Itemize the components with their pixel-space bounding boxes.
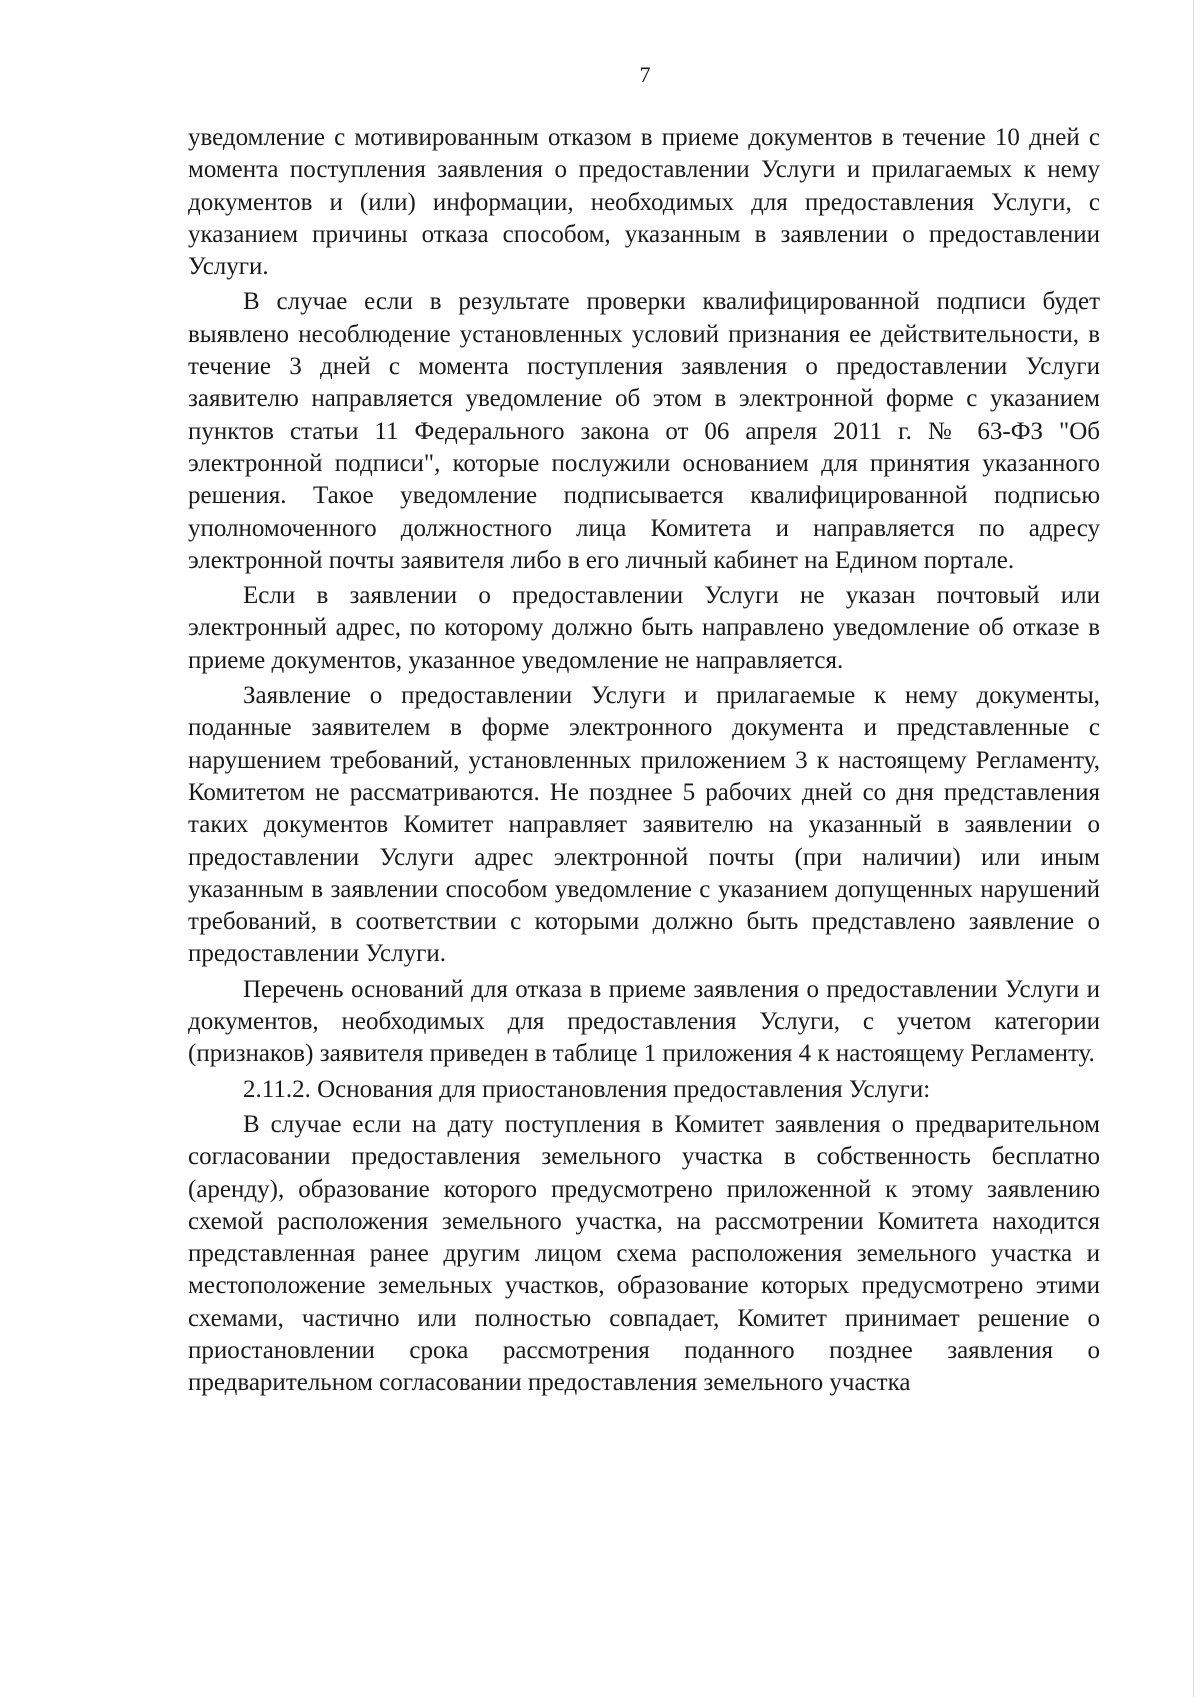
- paragraph-qualified-signature: В случае если в результате проверки квалифицированной подписи будет выявлено несоблюдение установленных условий признания ее действительности, в течение 3 дней с момента поступления заявления о предоставлении Услуги заявителю направляется уведомление об этом в электронной форме с указанием пунктов статьи 11 Федерального закона от 06 апреля 2011 г. № 63-ФЗ "Об электронной подписи", которые послужили основанием для принятия указанного решения. Такое уведомление подписывается квалифицированной подписью уполномоченного должностного лица Комитета и направляется по адресу электронной почты заявителя либо в его личный кабинет на Едином портале.: [188, 288, 1100, 574]
- paragraph-missing-address: Если в заявлении о предоставлении Услуги не указан почтовый или электронный адрес, по которому должно быть направлено уведомление об отказе в приеме документов, указанное уведомление не направляется.: [188, 582, 1100, 674]
- paragraph-electronic-document-violations: Заявление о предоставлении Услуги и прилагаемые к нему документы, поданные заявителем в форме электронного документа и представленные с нарушением требований, установленных приложением 3 к настоящему Регламенту, Комитетом не рассматриваются. Не позднее 5 рабочих дней со дня представления таких документов Комитет направляет заявителю на указанный в заявлении о предоставлении Услуги адрес электронной почты (при наличии) или иным указанным в заявлении способом уведомление с указанием допущенных нарушений требований, в соответствии с которыми должно быть представлено заявление о предоставлении Услуги.: [188, 682, 1100, 968]
- paragraph-continuation: уведомление с мотивированным отказом в приеме документов в течение 10 дней с момента поступления заявления о предоставлении Услуги и прилагаемых к нему документов и (или) информации, необходимых для предоставления Услуги, с указанием причины отказа способом, указанным в заявлении о предоставлении Услуги.: [188, 124, 1100, 281]
- paragraph-suspension-grounds: В случае если на дату поступления в Комитет заявления о предварительном согласовании предоставления земельного участка в собственность бесплатно (аренду), образование которого предусмотрено приложенной к этому заявлению схемой расположения земельного участка, на рассмотрении Комитета находится представленная ранее другим лицом схема расположения земельного участка и местоположение земельных участков, образование которых предусмотрено этими схемами, частично или полностью совпадает, Комитет принимает решение о приостановлении срока рассмотрения поданного позднее заявления о предварительном согласовании предоставления земельного участка: [188, 1110, 1100, 1397]
- document-body: [188, 122, 1100, 1403]
- page-number: 7: [639, 62, 651, 87]
- paragraph-refusal-grounds-list: Перечень оснований для отказа в приеме заявления о предоставлении Услуги и документов, необходимых для предоставления Услуги, с учетом категории (признаков) заявителя приведен в таблице 1 приложения 4 к настоящему Регламенту.: [188, 975, 1100, 1068]
- section-heading-2-11-2: 2.11.2. Основания для приостановления предоставления Услуги:: [243, 1075, 931, 1103]
- page-edge-line: [1193, 0, 1194, 1697]
